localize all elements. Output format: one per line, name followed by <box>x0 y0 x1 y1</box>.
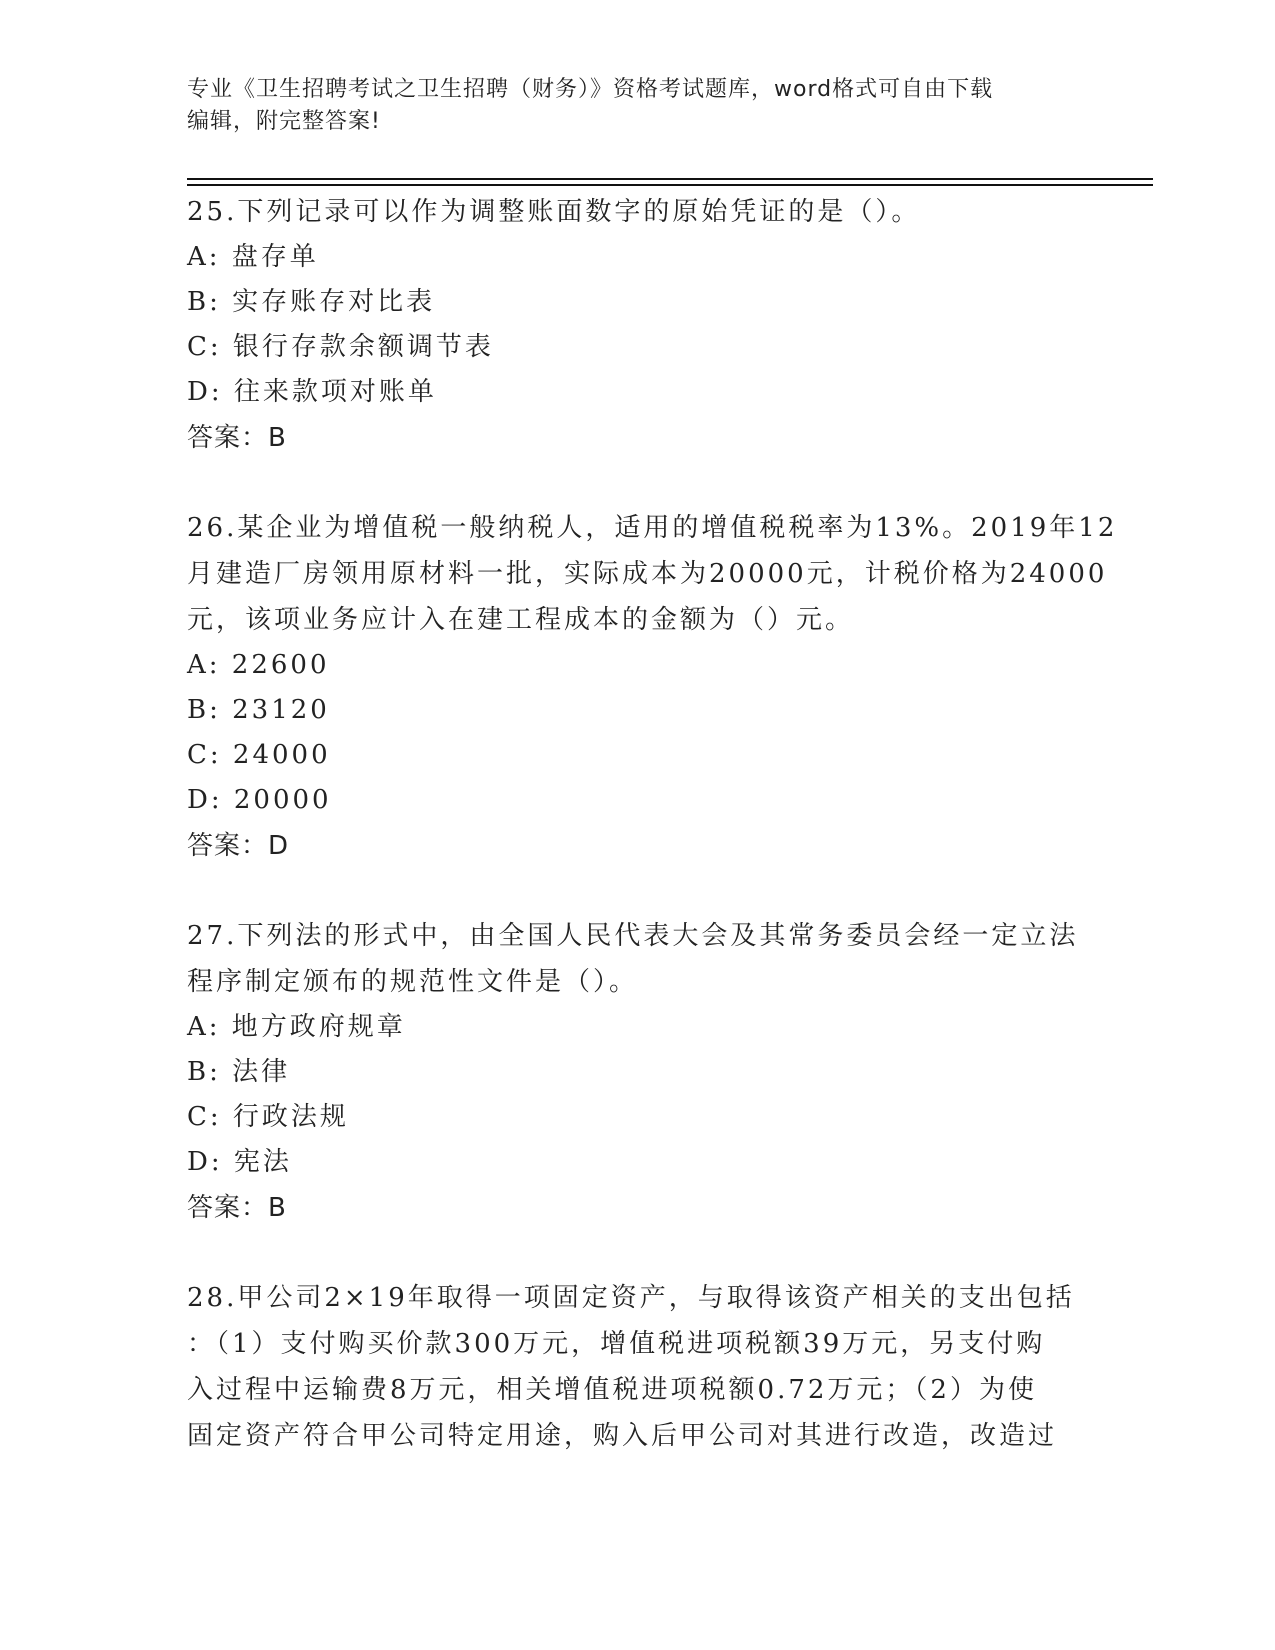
question-text: 28.甲公司2×19年取得一项固定资产，与取得该资产相关的支出包括 <box>187 1283 1075 1313</box>
question-26 <box>187 505 1127 869</box>
question-text: 月建造厂房领用原材料一批，实际成本为20000元，计税价格为24000 <box>187 559 1108 589</box>
question-text: 27.下列法的形式中，由全国人民代表大会及其常务委员会经一定立法 <box>187 921 1079 951</box>
question-text: 26.某企业为增值税一般纳税人，适用的增值税税率为13%。2019年12 <box>187 513 1118 543</box>
answer-label: 答案：B <box>187 423 287 453</box>
option-a: A: 地方政府规章 <box>187 1012 406 1042</box>
option-c: C: 24000 <box>187 740 331 770</box>
option-c: C: 行政法规 <box>187 1102 349 1132</box>
option-d: D: 往来款项对账单 <box>187 377 437 407</box>
option-a: A: 22600 <box>187 650 330 680</box>
option-b: B: 法律 <box>187 1057 291 1087</box>
header-line: 专业《卫生招聘考试之卫生招聘（财务）》资格考试题库，word格式可自由下载 <box>187 77 994 102</box>
question-text: 元，该项业务应计入在建工程成本的金额为（）元。 <box>187 605 855 635</box>
question-text: 入过程中运输费8万元，相关增值税进项税额0.72万元；（2）为使 <box>187 1375 1037 1405</box>
document-header <box>187 74 1067 138</box>
option-b: B: 实存账存对比表 <box>187 287 436 317</box>
question-text: ：（1）支付购买价款300万元，增值税进项税额39万元，另支付购 <box>187 1329 1046 1359</box>
option-d: D: 20000 <box>187 785 332 815</box>
header-line: 编辑，附完整答案! <box>187 109 381 134</box>
question-28 <box>187 1275 1127 1459</box>
question-text: 固定资产符合甲公司特定用途，购入后甲公司对其进行改造，改造过 <box>187 1421 1058 1451</box>
question-list <box>187 189 1127 1459</box>
header-divider <box>187 184 1153 186</box>
option-b: B: 23120 <box>187 695 330 725</box>
question-text: 25.下列记录可以作为调整账面数字的原始凭证的是（）。 <box>187 197 921 227</box>
question-27 <box>187 913 1127 1231</box>
answer-label: 答案：B <box>187 1193 287 1223</box>
option-a: A: 盘存单 <box>187 242 319 272</box>
option-d: D: 宪法 <box>187 1147 292 1177</box>
question-25 <box>187 189 1127 461</box>
header-divider <box>187 178 1153 180</box>
question-text: 程序制定颁布的规范性文件是（）。 <box>187 967 639 997</box>
answer-label: 答案：D <box>187 831 290 861</box>
option-c: C: 银行存款余额调节表 <box>187 332 494 362</box>
